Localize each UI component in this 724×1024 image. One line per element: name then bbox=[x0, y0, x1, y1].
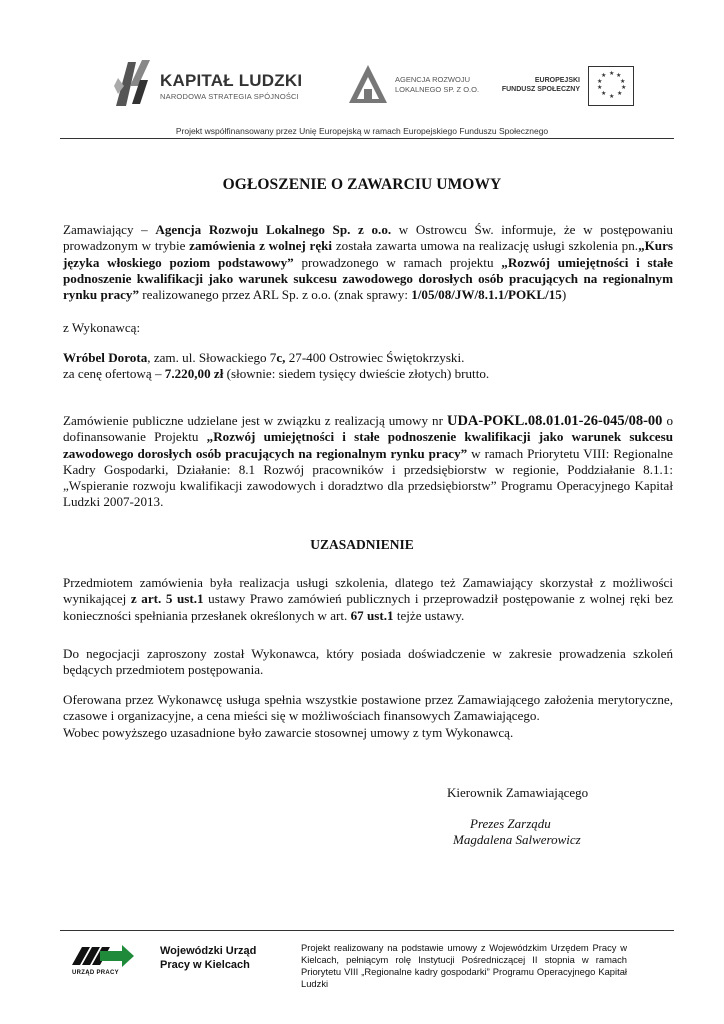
p5-text: tejże ustawy. bbox=[393, 607, 465, 623]
kapital-ludzki-name: KAPITAŁ LUDZKI bbox=[160, 71, 303, 90]
p1-text: prowadzonego w ramach projektu bbox=[293, 254, 502, 270]
svg-text:★: ★ bbox=[597, 84, 603, 91]
p1-text: ) bbox=[561, 287, 567, 303]
announcement-paragraph bbox=[63, 222, 673, 303]
conclusion-text: Wobec powyższego uzasadnione było zawarcie stosownej umowy z tym Wykonawcą. bbox=[63, 724, 514, 740]
arl-line2: LOKALNEGO SP. Z O.O. bbox=[395, 85, 480, 94]
case-number: 1/05/08/JW/8.1.1/POKL/15 bbox=[411, 287, 562, 303]
kapital-ludzki-logo-text bbox=[160, 72, 302, 101]
svg-text:★: ★ bbox=[609, 93, 615, 100]
contractor-name: Wróbel Dorota bbox=[63, 350, 148, 365]
svg-text:★: ★ bbox=[617, 90, 623, 97]
price-value: 7.220,00 zł bbox=[164, 366, 224, 382]
efs-logo-text bbox=[492, 76, 580, 94]
footer-note: Projekt realizowany na podstawie umowy z Wojewódzkim Urzędem Pracy w Kielcach, pełniącym rolę Instytucji Pośredniczącej II stopnia w ramach Priorytetu VIII „Regionalne kadry gospodarki” Programu Operacyjnego Kapitał Ludzki bbox=[301, 942, 627, 989]
p1-text: Zamawiający – bbox=[63, 222, 156, 237]
contractor-address-suffix: c, bbox=[276, 350, 286, 365]
negotiation-paragraph: Do negocjacji zaproszony został Wykonawca, który posiada doświadczenie w zakresie prowadzenia szkoleń będących przedmiotem postępowania. bbox=[63, 646, 673, 678]
kapital-ludzki-logo-icon bbox=[112, 56, 154, 108]
header-caption: Projekt współfinansowany przez Unię Europejską w ramach Europejskiego Funduszu Społecznego bbox=[175, 126, 549, 136]
efs-line2: FUNDUSZ SPOŁECZNY bbox=[501, 86, 580, 93]
eu-flag-icon bbox=[588, 66, 634, 106]
contractor-intro: z Wykonawcą: bbox=[63, 320, 141, 335]
arl-line1: AGENCJA ROZWOJU bbox=[395, 75, 471, 84]
p4-text: Zamówienie publiczne udzielane jest w związku z realizacją umowy nr bbox=[63, 413, 447, 428]
p5-text: ustawy Prawo zamówień publicznych i przeprowadził postępowanie z wolnej ręki bez konieczności spełniania przesłanek określonych w art. bbox=[63, 591, 674, 623]
procedure-mode: zamówienia z wolnej ręki bbox=[189, 238, 333, 254]
p4-text: o dofinansowanie Projektu bbox=[63, 413, 673, 445]
document-title: OGŁOSZENIE O ZAWARCIU UMOWY bbox=[222, 176, 502, 193]
funding-paragraph bbox=[63, 413, 673, 511]
p1-text: w Ostrowcu Św. informuje, że w postępowaniu prowadzonym w trybie bbox=[63, 222, 673, 254]
contractor-address: , zam. ul. Słowackiego 7 bbox=[147, 350, 277, 365]
contractor-city: 27-400 Ostrowiec Świętokrzyski. bbox=[285, 350, 465, 365]
training-name: „Kurs języka włoskiego poziom podstawowy” bbox=[63, 238, 673, 270]
legal-article-ref: 67 ust.1 bbox=[350, 607, 394, 623]
footer-divider bbox=[60, 930, 674, 931]
agencja-rozwoju-logo-icon bbox=[347, 63, 389, 105]
header-divider bbox=[60, 138, 674, 139]
contracting-authority: Agencja Rozwoju Lokalnego Sp. z o.o. bbox=[155, 222, 392, 237]
offer-text: Oferowana przez Wykonawcę usługa spełnia wszystkie postawione przez Zamawiającego założenia merytoryczne, czasowe i organizacyjne, a cena mieści się w możliwościach finansowych Zamawiającego. bbox=[63, 692, 673, 724]
footer-organization bbox=[160, 944, 256, 972]
svg-text:★: ★ bbox=[621, 84, 627, 91]
p1-text: realizowanego przez ARL Sp. z o.o. (znak sprawy: bbox=[139, 287, 412, 303]
svg-text:★: ★ bbox=[601, 90, 607, 97]
svg-text:★: ★ bbox=[597, 78, 603, 85]
price-words: (słownie: siedem tysięcy dwieście złotych) brutto. bbox=[223, 366, 490, 382]
svg-text:★: ★ bbox=[601, 72, 607, 79]
project-name: „Rozwój umiejętności i stałe podnoszenie kwalifikacji jako warunek sukcesu zawodowego dorosłych osób pracujących na regionalnym rynku pracy” bbox=[63, 429, 673, 461]
footer-org-line1: Wojewódzki Urząd bbox=[160, 945, 257, 957]
svg-text:★: ★ bbox=[616, 72, 622, 79]
offer-paragraph bbox=[63, 692, 673, 741]
svg-text:★: ★ bbox=[620, 78, 626, 85]
efs-line1: EUROPEJSKI bbox=[534, 77, 580, 84]
p5-text: Przedmiotem zamówienia była realizacja usługi szkolenia, dlatego też Zamawiający skorzystał z możliwości wynikającej bbox=[63, 575, 673, 607]
footer-org-line2: Pracy w Kielcach bbox=[160, 959, 250, 971]
signatory-name: Magdalena Salwerowicz bbox=[453, 832, 581, 847]
justification-paragraph bbox=[63, 575, 673, 624]
project-name: „Rozwój umiejętności i stałe podnoszenie kwalifikacji jako warunek sukcesu zawodowego dorosłych osób pracujących na regionalnym rynku pracy” bbox=[63, 254, 673, 303]
signatory-title: Prezes Zarządu bbox=[470, 816, 551, 831]
contractor-address-line bbox=[63, 350, 673, 366]
signatory-role: Kierownik Zamawiającego bbox=[447, 785, 589, 800]
legal-article-ref: z art. 5 ust.1 bbox=[130, 591, 204, 607]
svg-text:★: ★ bbox=[609, 70, 615, 77]
agreement-number: UDA-POKL.08.01.01-26-045/08-00 bbox=[446, 413, 663, 429]
contractor-details bbox=[63, 350, 673, 383]
agencja-rozwoju-logo-text bbox=[395, 75, 479, 95]
kapital-ludzki-tagline: NARODOWA STRATEGIA SPÓJNOŚCI bbox=[160, 92, 299, 101]
justification-heading: UZASADNIENIE bbox=[310, 537, 414, 552]
price-label: za cenę ofertową – bbox=[63, 366, 165, 382]
p4-text: w ramach Priorytetu VIII: Regionalne Kadry Gospodarki, Działanie: 8.1 Rozwój pracowników i przedsiębiorstw w regionie, Poddziałanie 8.1.1: „Wspieranie rozwoju kwalifikacji zawodowych i doradztwo dla przedsiębiorstw” Programu Operacyjnego Kapitał Ludzki 2007-2013. bbox=[63, 445, 673, 510]
p1-text: została zawarta umowa na realizację usługi szkolenia pn. bbox=[332, 238, 639, 254]
urzad-pracy-caption: URZĄD PRACY bbox=[72, 970, 119, 976]
contractor-price-line bbox=[63, 366, 673, 382]
